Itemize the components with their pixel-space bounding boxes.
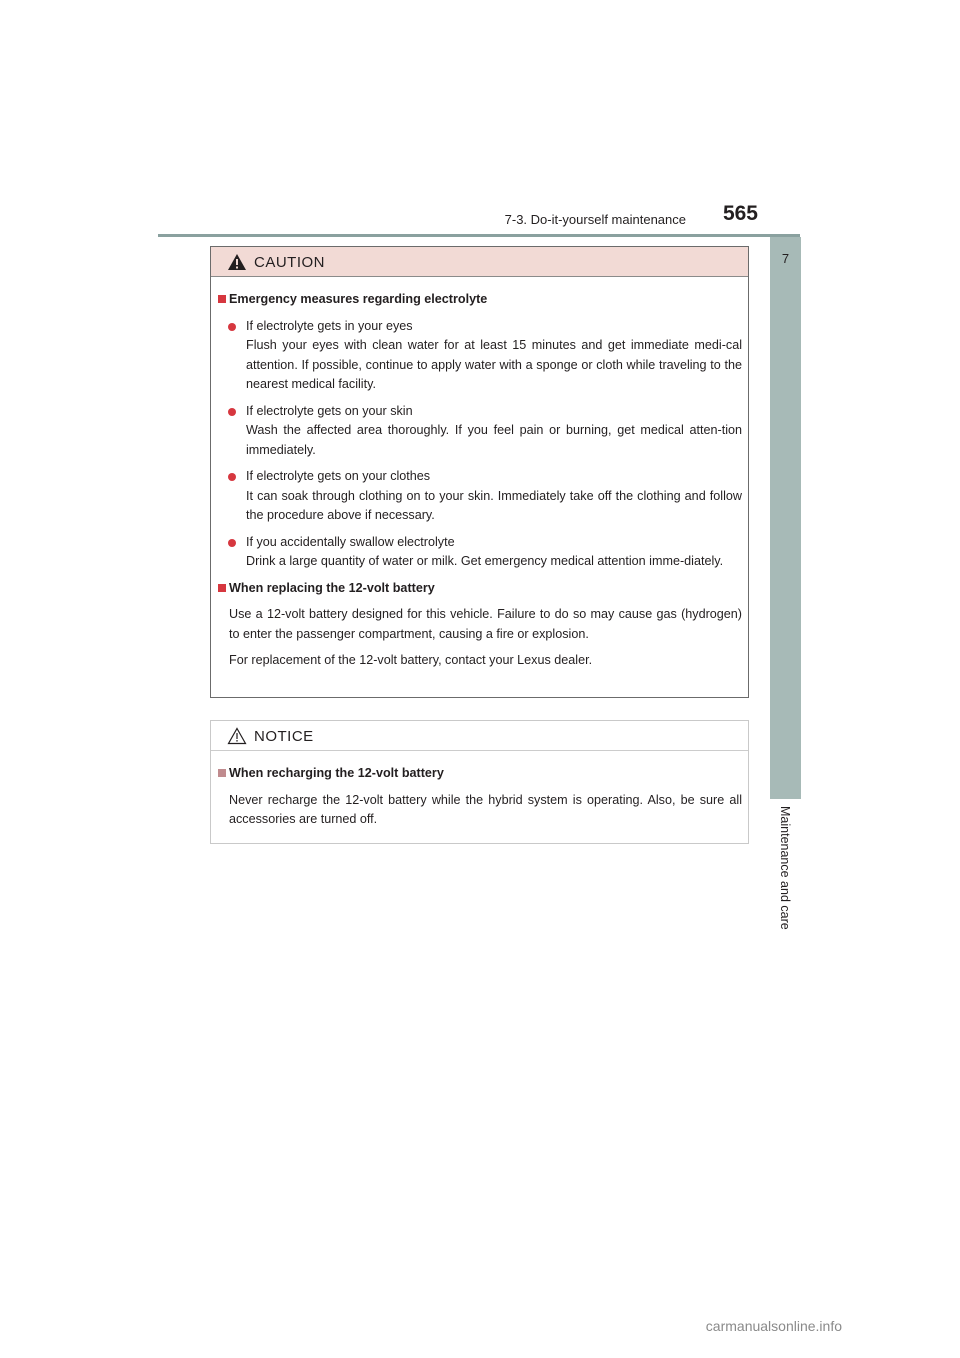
item-lead: If electrolyte gets on your clothes: [246, 469, 431, 483]
section-title: 7-3. Do-it-yourself maintenance: [504, 212, 686, 227]
notice-header: [211, 721, 748, 751]
notice-box: [210, 720, 749, 844]
item-text: It can soak through clothing on to your skin. Immediately take off the clothing and follow the procedure above if necessary.: [246, 488, 742, 522]
caution-title: CAUTION: [254, 254, 325, 271]
caution-paragraph: Use a 12-volt battery designed for this vehicle. Failure to do so may cause gas (hydrogen) to enter the passenger compartment, causing a fire or explosion.: [229, 607, 742, 641]
page-header: [158, 200, 800, 237]
bullet-icon: [228, 323, 236, 331]
bullet-icon: [228, 539, 236, 547]
warning-outline-icon: [227, 727, 247, 745]
item-lead: If electrolyte gets on your skin: [246, 403, 413, 418]
caution-paragraph: For replacement of the 12-volt battery, contact your Lexus dealer.: [229, 653, 593, 667]
chapter-number: 7: [781, 251, 790, 266]
bullet-icon: [228, 473, 236, 481]
item-lead: If electrolyte gets in your eyes: [246, 318, 413, 333]
warning-icon: [227, 253, 247, 271]
item-lead: If you accidentally swallow electrolyte: [246, 534, 455, 549]
chapter-tab: [770, 237, 801, 799]
notice-title: NOTICE: [254, 728, 314, 745]
caution-heading-replacing: When replacing the 12-volt battery: [218, 579, 742, 599]
caution-header: [211, 247, 748, 277]
chapter-label: Maintenance and care: [778, 806, 792, 930]
item-text: Drink a large quantity of water or milk. Get emergency medical attention imme-diately.: [246, 554, 724, 568]
caution-item-eyes: [218, 317, 742, 395]
caution-item-skin: [218, 402, 742, 461]
notice-heading: When recharging the 12-volt battery: [218, 764, 742, 784]
notice-body: [211, 751, 748, 830]
caution-item-swallow: [218, 533, 742, 572]
watermark: carmanualsonline.info: [705, 1318, 842, 1334]
caution-item-clothes: [218, 467, 742, 526]
caution-body: [211, 277, 748, 671]
caution-box: [210, 246, 749, 698]
bullet-icon: [228, 408, 236, 416]
item-text: Wash the affected area thoroughly. If you feel pain or burning, get medical atten-tion immediately.: [246, 423, 742, 457]
item-text: Flush your eyes with clean water for at least 15 minutes and get immediate medi-cal attention. If possible, continue to apply water with a sponge or cloth while traveling to the nearest medical facility.: [246, 338, 742, 391]
page-number: 565: [722, 202, 758, 225]
caution-heading-electrolyte: Emergency measures regarding electrolyte: [218, 290, 742, 310]
notice-paragraph: Never recharge the 12-volt battery while the hybrid system is operating. Also, be sure all accessories are turned off.: [229, 792, 742, 826]
chapter-label-wrap: [772, 806, 800, 956]
